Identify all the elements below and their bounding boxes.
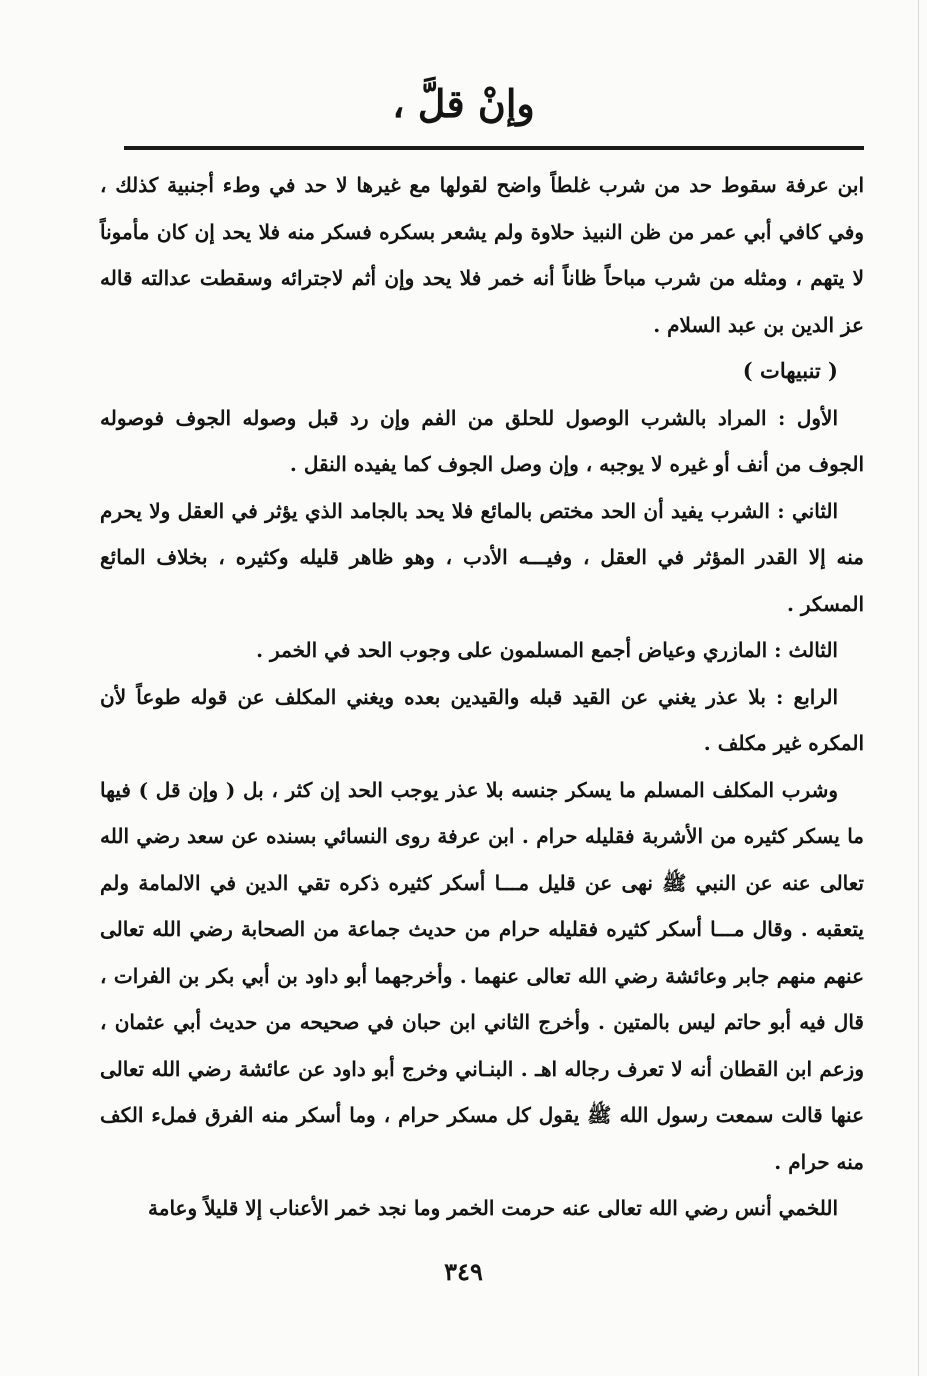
- paragraph-closing: اللخمي أنس رضي الله تعالى عنه حرمت الخمر وما نجد خمر الأعناب إلا قليلاً وعامة: [148, 1196, 838, 1220]
- paragraph-opening: ابن عرفة سقوط حد من شرب غلطاً واضح لقولها مع غيرها لا حد في وطء أجنبية كذلك ، وفي كافي أبي عمر من ظن النبيذ حلاوة ولم يشعر بسكره فسكر منه فلا يحد إن كان مأموناً لا يتهم ، ومثله من شرب مباحاً ظاناً أنه خمر فلا يحد وإن أثم لاجترائه وسقطت عدالته قاله عز الدين بن عبد السلام .: [100, 173, 864, 337]
- paragraph-first-note: الأول : المراد بالشرب الوصول للحلق من الفم وإن رد قبل وصوله الجوف فوصوله الجوف من أنف أو غيره لا يوجبه ، وإن وصل الجوف كما يفيده النقل .: [100, 405, 864, 476]
- paragraph-main-text: وشرب المكلف المسلم ما يسكر جنسه بلا عذر يوجب الحد إن كثر ، بل ( وإن قل ) فيها ما يسكر كثيره من الأشربة فقليله حرام . ابن عرفة روى النسائي بسنده عن سعد رضي الله تعالى عنه عن النبي ﷺ نهى عن قليل مـــا أسكر كثيره ذكره تقي الدين في الالمامة ولم يتعقبه . وقال مـــا أسكر كثيره فقليله حرام من حديث جماعة من الصحابة رضي الله تعالى عنهم منهم جابر وعائشة رضي الله تعالى عنهما . وأخرجهما أبو داود بن أبي بكر بن الفرات ، قال فيه أبو حاتم ليس بالمتين . وأخرج الثاني ابن حبان في صحيحه من حديث أبي عثمان ، وزعم ابن القطان أنه لا تعرف رجاله اهـ . البنـاني وخرج أبو داود عن عائشة رضي الله تعالى عنها قالت سمعت رسول الله ﷺ يقول كل مسكر حرام ، وما أسكر منه الفرق فملء الكف منه حرام .: [100, 777, 864, 1174]
- paragraph-third-note: الثالث : المازري وعياض أجمع المسلمون على وجوب الحد في الخمر .: [256, 638, 838, 662]
- paragraph-fourth-note: الرابع : بلا عذر يغني عن القيد قبله والقيدين بعده ويغني المكلف عن قوله طوعاً لأن المكره غير مكلف .: [100, 684, 864, 755]
- section-heading: ( تنبيهات ): [742, 358, 838, 383]
- header-rule: [124, 146, 864, 150]
- page-number: ٣٤٩: [444, 1257, 483, 1286]
- page-edge-shadow: [918, 0, 919, 1376]
- running-header: وإنْ قلَّ ،: [392, 81, 535, 126]
- body-text: [100, 162, 864, 1232]
- paragraph-second-note: الثاني : الشرب يفيد أن الحد مختص بالمائع فلا يحد بالجامد الذي يؤثر في العقل ولا يحرم منه إلا القدر المؤثر في العقل ، وفيـــه الأدب ، وهو ظاهر قليله وكثيره ، بخلاف المائع المسكر .: [100, 498, 864, 616]
